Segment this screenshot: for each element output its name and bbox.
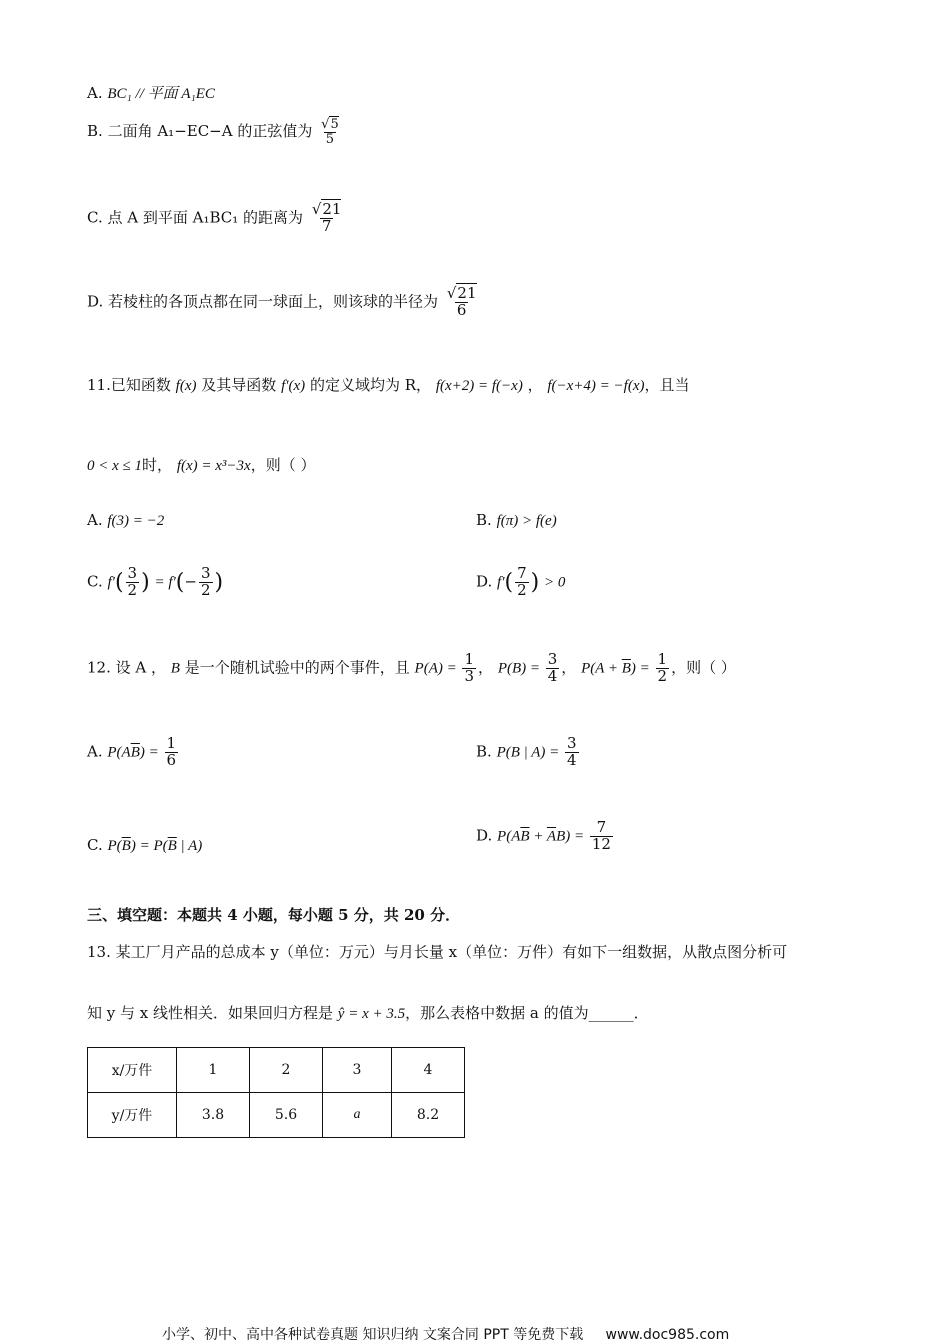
q10-option-a: A. BC₁ // 平面 A₁EC [87,84,215,102]
table-cell: 8.2 [392,1093,465,1138]
q12-option-d: D. $P(A\overline{B} + \overline{A}B)$ = $\frac{7}{12}$ [476,818,611,853]
table-row [88,1048,465,1093]
q12-option-a: A. $P(A\overline{B})$ = $\frac{1}{6}$ [87,734,177,769]
footer-link[interactable]: www.doc985.com [605,1327,730,1343]
q12-option-c: C. $P(\overline{B}) = P(\overline{B}$ | A) [87,836,203,854]
section-heading: 三、填空题：本题共 4 小题，每小题 5 分，共 20 分． [87,906,461,924]
table-cell: 3 [323,1048,392,1093]
q11-option-c: C. f′( $\frac{3}{2}$ ) = f′(− $\frac{3}{2}$ ) [87,564,224,599]
q11-option-b: B. f(π) > f(e) [476,511,557,529]
table-cell: 4 [392,1048,465,1093]
q11-option-a: A. f(3) = −2 [87,511,165,529]
footer: 小学、初中、高中各种试卷真题 知识归纳 文案合同 PPT 等免费下载 www.doc985.com [162,1327,730,1343]
data-table [87,1047,465,1138]
q10-option-d: D. 若棱柱的各顶点都在同一球面上，则该球的半径为 $\frac{√21}{6}$ [87,284,477,319]
table-cell: 3.8 [177,1093,250,1138]
table-cell: 5.6 [250,1093,323,1138]
table-row [88,1093,465,1138]
table-cell: x/万件 [88,1048,177,1093]
q10-option-c: C. 点 A 到平面 A₁BC₁ 的距离为 $\frac{√21}{7}$ [87,200,342,235]
table-cell: a [323,1093,392,1138]
q11-stem-line1: 11.已知函数 f(x) 及其导函数 f′(x) 的定义域均为 R， f(x+2) = f(−x) ， f(−x+4) = −f(x)，且当 [87,376,690,394]
q11-option-d: D. f′( $\frac{7}{2}$ ) > 0 [476,564,566,599]
table-cell: y/万件 [88,1093,177,1138]
q12-option-b: B. P(B | A) = $\frac{3}{4}$ [476,734,577,769]
q12-stem: 12. 设 A ， B 是一个随机试验中的两个事件，且 P(A) = $\frac{1}{3}$ ， P(B) = $\frac{3}{4}$ ， $P(A + \overline{B})$ = $\frac{1}{2}$ ，则（ ） [87,650,736,685]
table-cell: 1 [177,1048,250,1093]
q13-stem-line2: 知 y 与 x 线性相关．如果回归方程是 ŷ = x + 3.5，那么表格中数据 a 的值为______． [87,1004,649,1022]
q13-stem-line1: 13. 某工厂月产品的总成本 y（单位：万元）与月长量 x（单位：万件）有如下一组数据，从散点图分析可 [87,943,788,961]
table-cell: 2 [250,1048,323,1093]
q10-option-b: B. 二面角 A₁−EC−A 的正弦值为 $\frac{√5}{5}$ [87,117,339,147]
q11-stem-line2: 0 < x ≤ 1时， f(x) = x³−3x，则（ ） [87,456,316,474]
